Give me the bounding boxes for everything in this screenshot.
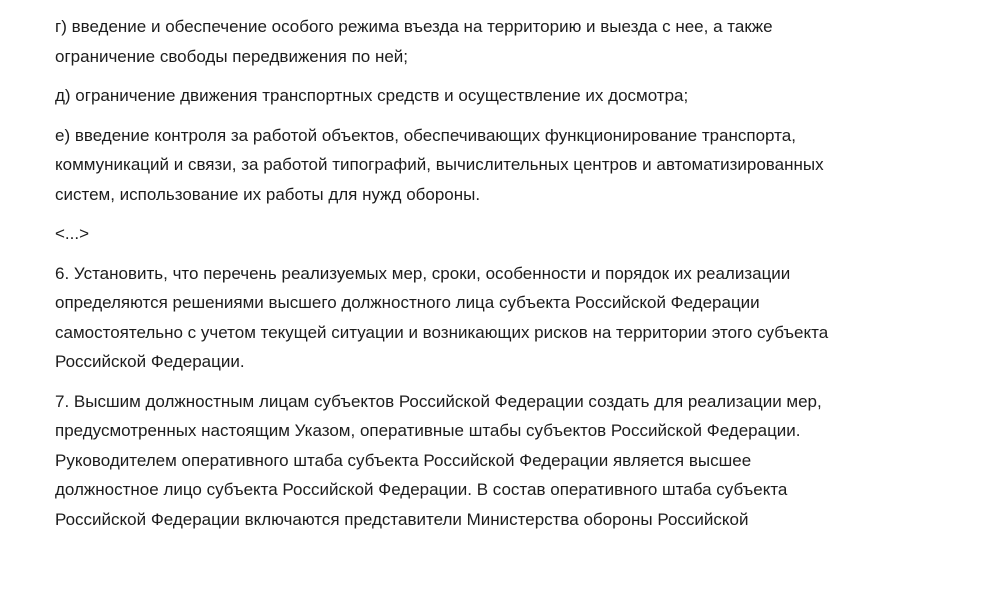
text-line: определяются решениями высшего должностного лица субъекта Российской Федерации [55, 293, 760, 312]
document-body [55, 12, 995, 544]
text-line: систем, использование их работы для нужд обороны. [55, 184, 481, 204]
text-line: Руководителем оперативного штаба субъекта Российской Федерации является высшее [55, 450, 752, 470]
omission-marker [55, 219, 995, 249]
text-line: е) введение контроля за работой объектов, обеспечивающих функционирование транспорта, [55, 125, 796, 145]
text-line: <...> [55, 224, 90, 243]
text-line: должностное лицо субъекта Российской Федерации. В состав оперативного штаба субъекта [55, 480, 788, 499]
text-line: коммуникаций и связи, за работой типографий, вычислительных центров и автоматизированных [55, 155, 824, 174]
text-line: г) введение и обеспечение особого режима въезда на территорию и выезда с нее, а также [55, 17, 773, 36]
text-line: 6. Установить, что перечень реализуемых мер, сроки, особенности и порядок их реализации [55, 263, 791, 283]
paragraph-section-7 [55, 387, 995, 535]
text-line: предусмотренных настоящим Указом, оперативные штабы субъектов Российской Федерации. [55, 421, 801, 440]
paragraph-item-d [55, 81, 995, 111]
text-line: Российской Федерации включаются представители Министерства обороны Российской [55, 509, 749, 529]
paragraph-section-6 [55, 259, 995, 377]
text-line: ограничение свободы передвижения по ней; [55, 46, 409, 66]
paragraph-item-e [55, 121, 995, 210]
text-line: 7. Высшим должностным лицам субъектов Российской Федерации создать для реализации мер, [55, 391, 822, 411]
text-line: Российской Федерации. [55, 352, 245, 371]
text-line: самостоятельно с учетом текущей ситуации и возникающих рисков на территории этого субъекта [55, 322, 829, 342]
paragraph-item-g [55, 12, 995, 71]
text-line: д) ограничение движения транспортных средств и осуществление их досмотра; [55, 86, 689, 105]
